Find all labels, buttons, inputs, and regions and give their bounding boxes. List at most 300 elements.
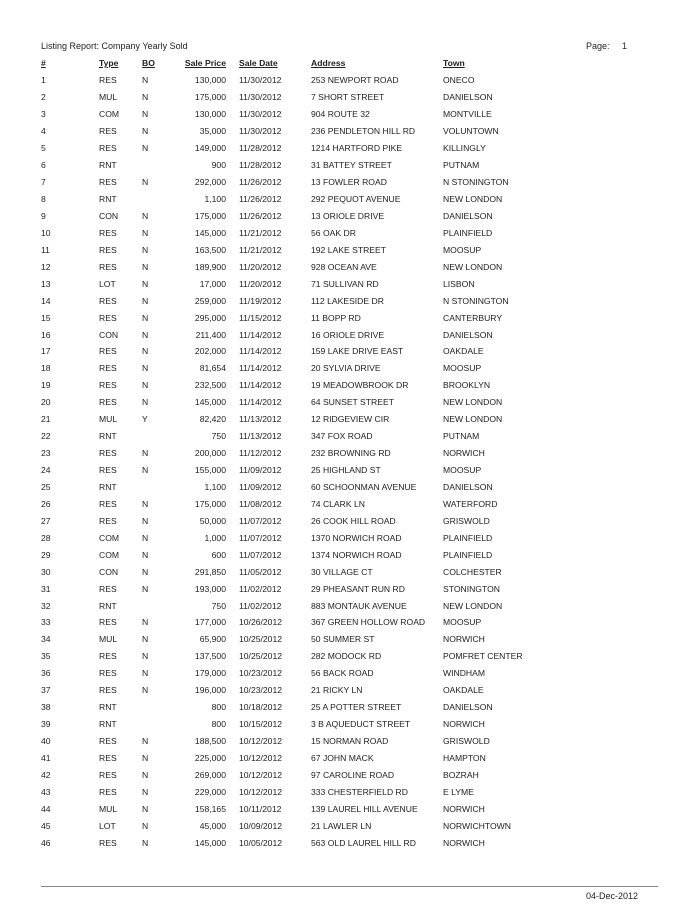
bo-flag: N <box>142 244 149 255</box>
table-row <box>41 462 543 479</box>
cell-gap <box>226 208 239 225</box>
cell-gap <box>226 716 239 733</box>
sale-date: 11/28/2012 <box>239 160 282 171</box>
town: PLAINFIELD <box>443 549 493 560</box>
property-type: RES <box>99 583 117 594</box>
row-number: 16 <box>41 329 51 340</box>
row-number: 18 <box>41 363 51 374</box>
sale-date: 11/30/2012 <box>239 92 282 103</box>
town: DANIELSON <box>443 702 493 713</box>
sale-date: 10/09/2012 <box>239 820 283 831</box>
town: MOOSUP <box>443 363 482 374</box>
property-type: RNT <box>99 431 117 442</box>
bo-flag: N <box>142 498 149 509</box>
table-row <box>41 309 543 326</box>
cell-gap <box>226 428 239 445</box>
cell-gap <box>226 89 239 106</box>
property-type: CON <box>99 329 119 340</box>
address: 71 SULLIVAN RD <box>311 278 379 289</box>
town: VOLUNTOWN <box>443 126 499 137</box>
sale-price: 232,500 <box>194 380 226 391</box>
row-number: 11 <box>41 244 50 255</box>
sale-date: 11/20/2012 <box>239 261 282 272</box>
bo-flag: N <box>142 685 149 696</box>
property-type: RES <box>99 752 117 763</box>
cell-gap <box>226 699 239 716</box>
row-number: 6 <box>41 160 46 171</box>
table-row <box>41 800 543 817</box>
address: 347 FOX ROAD <box>311 431 373 442</box>
address: 333 CHESTERFIELD RD <box>311 786 408 797</box>
sale-price: 65,900 <box>199 634 226 645</box>
row-number: 1 <box>41 75 46 86</box>
table-row <box>41 208 543 225</box>
table-row <box>41 783 543 800</box>
property-type: RES <box>99 397 117 408</box>
address: 7 SHORT STREET <box>311 92 385 103</box>
town: NORWICH <box>443 719 485 730</box>
table-row <box>41 292 543 309</box>
sale-price: 295,000 <box>194 312 226 323</box>
property-type: COM <box>99 109 120 120</box>
cell-gap <box>226 580 239 597</box>
bo-flag: N <box>142 92 149 103</box>
sale-date: 11/13/2012 <box>239 431 282 442</box>
sale-date: 11/07/2012 <box>239 515 282 526</box>
bo-flag: N <box>142 448 149 459</box>
sale-date: 10/26/2012 <box>239 617 283 628</box>
address: 16 ORIOLE DRIVE <box>311 329 385 340</box>
row-number: 2 <box>41 92 46 103</box>
address: 236 PENDLETON HILL RD <box>311 126 416 137</box>
sale-date: 11/15/2012 <box>239 312 282 323</box>
sale-date: 10/18/2012 <box>239 702 283 713</box>
sale-date: 11/02/2012 <box>239 600 282 611</box>
address: 1214 HARTFORD PIKE <box>311 143 403 154</box>
row-number: 9 <box>41 210 46 221</box>
table-header-row <box>41 58 543 72</box>
table-row <box>41 563 543 580</box>
sale-date: 11/09/2012 <box>239 465 282 476</box>
address: 883 MONTAUK AVENUE <box>311 600 407 611</box>
bo-flag <box>142 597 172 614</box>
table-body <box>41 72 543 851</box>
property-type: RNT <box>99 160 117 171</box>
town: E LYME <box>443 786 474 797</box>
address: 1370 NORWICH ROAD <box>311 532 402 543</box>
address: 904 ROUTE 32 <box>311 109 370 120</box>
address: 253 NEWPORT ROAD <box>311 75 399 86</box>
table-row <box>41 495 543 512</box>
table-row <box>41 817 543 834</box>
property-type: COM <box>99 532 120 543</box>
table-row <box>41 648 543 665</box>
bo-flag: N <box>142 210 149 221</box>
table-row <box>41 89 543 106</box>
sale-date: 10/25/2012 <box>239 634 283 645</box>
sale-date: 11/26/2012 <box>239 194 282 205</box>
table-row <box>41 275 543 292</box>
town: KILLINGLY <box>443 143 486 154</box>
town: OAKDALE <box>443 346 484 357</box>
property-type: RES <box>99 668 117 679</box>
town: OAKDALE <box>443 685 484 696</box>
cell-gap <box>226 665 239 682</box>
table-row <box>41 512 543 529</box>
sale-date: 11/12/2012 <box>239 448 282 459</box>
sale-date: 11/30/2012 <box>239 109 282 120</box>
cell-gap <box>226 275 239 292</box>
bo-flag: N <box>142 278 149 289</box>
town: GRISWOLD <box>443 736 490 747</box>
cell-gap <box>226 292 239 309</box>
row-number: 31 <box>41 583 51 594</box>
table-row <box>41 123 543 140</box>
property-type: RES <box>99 515 117 526</box>
table-row <box>41 157 543 174</box>
sale-date: 11/26/2012 <box>239 210 282 221</box>
bo-flag: N <box>142 109 149 120</box>
row-number: 25 <box>41 481 51 492</box>
bo-flag: N <box>142 75 149 86</box>
town: NEW LONDON <box>443 194 503 205</box>
property-type: RES <box>99 177 117 188</box>
sale-price: 292,000 <box>194 177 226 188</box>
cell-gap <box>226 750 239 767</box>
property-type: MUL <box>99 803 118 814</box>
bo-flag: N <box>142 126 149 137</box>
row-number: 28 <box>41 532 51 543</box>
property-type: RES <box>99 651 117 662</box>
row-number: 46 <box>41 837 51 848</box>
cell-gap <box>226 462 239 479</box>
town: PUTNAM <box>443 431 480 442</box>
table-row <box>41 258 543 275</box>
table-row <box>41 445 543 462</box>
bo-flag: N <box>142 143 149 154</box>
cell-gap <box>226 817 239 834</box>
town: MOOSUP <box>443 617 482 628</box>
sale-date: 11/05/2012 <box>239 566 282 577</box>
sale-price: 193,000 <box>194 583 226 594</box>
bo-flag: N <box>142 295 149 306</box>
table-row <box>41 597 543 614</box>
address: 1374 NORWICH ROAD <box>311 549 402 560</box>
property-type: RES <box>99 837 117 848</box>
sale-date: 10/12/2012 <box>239 769 283 780</box>
bo-flag: N <box>142 820 149 831</box>
sale-date: 10/05/2012 <box>239 837 283 848</box>
cell-gap <box>226 411 239 428</box>
col-gap <box>226 58 239 72</box>
table-row <box>41 343 543 360</box>
bo-flag: N <box>142 515 149 526</box>
table-row <box>41 733 543 750</box>
row-number: 32 <box>41 600 51 611</box>
address: 12 RIDGEVIEW CIR <box>311 414 390 425</box>
sale-price: 800 <box>211 702 226 713</box>
town: WINDHAM <box>443 668 486 679</box>
table-row <box>41 360 543 377</box>
sale-price: 50,000 <box>199 515 226 526</box>
property-type: MUL <box>99 414 118 425</box>
sale-price: 259,000 <box>194 295 226 306</box>
property-type: RNT <box>99 702 117 713</box>
sale-date: 10/23/2012 <box>239 668 283 679</box>
sale-price: 163,500 <box>194 244 226 255</box>
address: 13 FOWLER ROAD <box>311 177 387 188</box>
sale-date: 10/12/2012 <box>239 752 283 763</box>
sale-price: 189,900 <box>194 261 226 272</box>
table-row <box>41 72 543 89</box>
row-number: 3 <box>41 109 46 120</box>
sale-price: 188,500 <box>194 736 226 747</box>
sale-date: 10/12/2012 <box>239 736 283 747</box>
cell-gap <box>226 495 239 512</box>
town: GRISWOLD <box>443 515 490 526</box>
bo-flag <box>142 699 172 716</box>
sale-date: 11/02/2012 <box>239 583 282 594</box>
bo-flag: N <box>142 329 149 340</box>
sale-price: 211,400 <box>195 329 226 340</box>
address: 60 SCHOONMAN AVENUE <box>311 481 417 492</box>
property-type: LOT <box>99 278 116 289</box>
footer-divider <box>41 886 658 887</box>
row-number: 30 <box>41 566 51 577</box>
bo-flag: N <box>142 227 149 238</box>
sale-date: 11/14/2012 <box>239 329 282 340</box>
property-type: RES <box>99 363 117 374</box>
row-number: 44 <box>41 803 51 814</box>
property-type: RES <box>99 448 117 459</box>
table-row <box>41 682 543 699</box>
bo-flag: N <box>142 363 149 374</box>
row-number: 42 <box>41 769 51 780</box>
property-type: RES <box>99 786 117 797</box>
property-type: RES <box>99 126 117 137</box>
sale-price: 291,850 <box>194 566 226 577</box>
sale-date: 10/23/2012 <box>239 685 283 696</box>
sale-date: 11/20/2012 <box>239 278 282 289</box>
sale-date: 11/14/2012 <box>239 397 282 408</box>
sale-price: 145,000 <box>194 397 226 408</box>
address: 64 SUNSET STREET <box>311 397 394 408</box>
bo-flag: N <box>142 668 149 679</box>
cell-gap <box>226 174 239 191</box>
row-number: 21 <box>41 414 51 425</box>
property-type: LOT <box>99 820 116 831</box>
cell-gap <box>226 445 239 462</box>
town: NEW LONDON <box>443 261 503 272</box>
address: 25 HIGHLAND ST <box>311 465 381 476</box>
town: NORWICH <box>443 803 485 814</box>
cell-gap <box>226 783 239 800</box>
address: 56 OAK DR <box>311 227 356 238</box>
address: 56 BACK ROAD <box>311 668 374 679</box>
table-row <box>41 529 543 546</box>
bo-flag: N <box>142 465 149 476</box>
table-row <box>41 106 543 123</box>
property-type: CON <box>99 566 119 577</box>
row-number: 15 <box>41 312 51 323</box>
footer-date: 04-Dec-2012 <box>586 891 639 901</box>
table-row <box>41 665 543 682</box>
town: NORWICH <box>443 634 485 645</box>
address: 50 SUMMER ST <box>311 634 375 645</box>
cell-gap <box>226 479 239 496</box>
bo-flag: N <box>142 617 149 628</box>
cell-gap <box>226 360 239 377</box>
page-number: 1 <box>622 41 628 51</box>
sale-date: 11/28/2012 <box>239 143 282 154</box>
property-type: RES <box>99 769 117 780</box>
address: 30 VILLAGE CT <box>311 566 373 577</box>
sale-price: 202,000 <box>194 346 226 357</box>
row-number: 20 <box>41 397 51 408</box>
bo-flag: N <box>142 549 149 560</box>
property-type: RES <box>99 143 117 154</box>
row-number: 8 <box>41 194 46 205</box>
address: 112 LAKESIDE DR <box>311 295 384 306</box>
cell-gap <box>226 529 239 546</box>
bo-flag <box>142 479 172 496</box>
bo-flag <box>142 716 172 733</box>
town: LISBON <box>443 278 475 289</box>
row-number: 39 <box>41 719 51 730</box>
address: 74 CLARK LN <box>311 498 365 509</box>
sale-price: 196,000 <box>194 685 226 696</box>
row-number: 34 <box>41 634 51 645</box>
sale-price: 45,000 <box>199 820 226 831</box>
sale-date: 10/25/2012 <box>239 651 283 662</box>
address: 19 MEADOWBROOK DR <box>311 380 409 391</box>
cell-gap <box>226 512 239 529</box>
bo-flag <box>142 157 172 174</box>
cell-gap <box>226 157 239 174</box>
address: 13 ORIOLE DRIVE <box>311 210 385 221</box>
report-title: Listing Report: Company Yearly Sold <box>41 41 188 51</box>
bo-flag: N <box>142 380 149 391</box>
town: MONTVILLE <box>443 109 492 120</box>
property-type: RES <box>99 736 117 747</box>
table-row <box>41 716 543 733</box>
bo-flag: N <box>142 261 149 272</box>
cell-gap <box>226 648 239 665</box>
bo-flag: N <box>142 786 149 797</box>
table-row <box>41 140 543 157</box>
cell-gap <box>226 563 239 580</box>
table-row <box>41 224 543 241</box>
row-number: 17 <box>41 346 51 357</box>
property-type: RNT <box>99 194 117 205</box>
row-number: 14 <box>41 295 51 306</box>
row-number: 23 <box>41 448 51 459</box>
address: 159 LAKE DRIVE EAST <box>311 346 404 357</box>
cell-gap <box>226 546 239 563</box>
bo-flag <box>142 428 172 445</box>
address: 928 OCEAN AVE <box>311 261 377 272</box>
sale-date: 11/14/2012 <box>239 380 282 391</box>
sale-price: 155,000 <box>194 465 226 476</box>
sale-price: 81,654 <box>199 363 226 374</box>
row-number: 29 <box>41 549 51 560</box>
sale-date: 10/12/2012 <box>239 786 283 797</box>
row-number: 35 <box>41 651 51 662</box>
sale-price: 175,000 <box>194 92 226 103</box>
bo-flag: N <box>142 837 149 848</box>
address: 563 OLD LAUREL HILL RD <box>311 837 416 848</box>
town: POMFRET CENTER <box>443 651 523 662</box>
row-number: 12 <box>41 261 51 272</box>
row-number: 26 <box>41 498 51 509</box>
property-type: RES <box>99 617 117 628</box>
property-type: RNT <box>99 600 117 611</box>
bo-flag: N <box>142 752 149 763</box>
row-number: 7 <box>41 177 46 188</box>
address: 67 JOHN MACK <box>311 752 374 763</box>
town: BOZRAH <box>443 769 479 780</box>
bo-flag: N <box>142 532 149 543</box>
property-type: MUL <box>99 634 118 645</box>
sale-price: 1,100 <box>204 481 226 492</box>
sale-price: 750 <box>211 431 226 442</box>
sale-price: 130,000 <box>194 109 226 120</box>
property-type: RES <box>99 685 117 696</box>
town: PUTNAM <box>443 160 480 171</box>
cell-gap <box>226 123 239 140</box>
sale-date: 11/21/2012 <box>239 227 282 238</box>
col-header-town: Town <box>443 58 465 68</box>
bo-flag: Y <box>142 414 148 425</box>
cell-gap <box>226 258 239 275</box>
row-number: 40 <box>41 736 51 747</box>
cell-gap <box>226 343 239 360</box>
town: HAMPTON <box>443 752 486 763</box>
address: 21 RICKY LN <box>311 685 363 696</box>
cell-gap <box>226 106 239 123</box>
town: PLAINFIELD <box>443 532 493 543</box>
town: DANIELSON <box>443 210 493 221</box>
row-number: 13 <box>41 278 51 289</box>
property-type: MUL <box>99 92 118 103</box>
property-type: RES <box>99 380 117 391</box>
col-header-sale-price: Sale Price <box>184 58 226 68</box>
town: NEW LONDON <box>443 397 503 408</box>
cell-gap <box>226 733 239 750</box>
town: STONINGTON <box>443 583 500 594</box>
property-type: RES <box>99 312 117 323</box>
col-header-number: # <box>41 58 46 68</box>
town: CANTERBURY <box>443 312 503 323</box>
sale-date: 11/13/2012 <box>239 414 282 425</box>
sale-price: 600 <box>211 549 226 560</box>
town: NEW LONDON <box>443 414 503 425</box>
cell-gap <box>226 309 239 326</box>
property-type: RNT <box>99 481 117 492</box>
cell-gap <box>226 631 239 648</box>
cell-gap <box>226 191 239 208</box>
cell-gap <box>226 394 239 411</box>
cell-gap <box>226 800 239 817</box>
col-header-address: Address <box>311 58 346 68</box>
row-number: 37 <box>41 685 51 696</box>
town: DANIELSON <box>443 481 493 492</box>
row-number: 33 <box>41 617 51 628</box>
sale-price: 750 <box>211 600 226 611</box>
table-row <box>41 377 543 394</box>
sale-price: 179,000 <box>194 668 226 679</box>
town: ONECO <box>443 75 475 86</box>
